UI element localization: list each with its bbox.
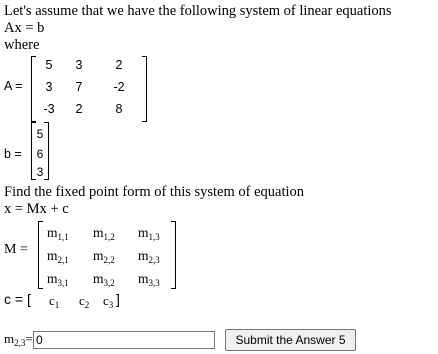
matrix-a-cell: 3 (45, 80, 53, 94)
matrix-m-cell: $m_{2,2}$ (93, 248, 115, 265)
matrix-m-cell: $m_{1,1}$ (47, 225, 69, 242)
matrix-m-cell: $m_{1,3}$ (138, 225, 160, 242)
where-text: where (4, 37, 40, 53)
matrix-m-cell: $m_{1,2}$ (93, 225, 115, 242)
matrix-m-cell: $m_{3,3}$ (138, 271, 160, 288)
vector-c-cell: $c_1$ (49, 293, 60, 310)
matrix-a-cell: 2 (115, 58, 123, 72)
matrix-m-cell: $m_{2,1}$ (47, 248, 69, 265)
matrix-a-cell: 7 (75, 80, 83, 94)
matrix-a-cell: 8 (115, 102, 123, 116)
vector-c-suffix: ] (116, 291, 120, 307)
matrix-a-cell: -3 (43, 102, 55, 116)
vector-b-cell: 5 (36, 127, 44, 141)
vector-b-cell: 6 (36, 147, 44, 161)
matrix-m-cell: $m_{3,2}$ (93, 271, 115, 288)
intro-text: Let's assume that we have the following system of linear equations (4, 3, 392, 19)
matrix-a-cell: 3 (75, 58, 83, 72)
matrix-a-label: A = (4, 79, 23, 93)
matrix-m-label: M = (4, 242, 28, 257)
matrix-m-cell: $m_{3,1}$ (47, 271, 69, 288)
fixed-form-text: x = Mx + c (4, 201, 69, 217)
vector-c-cell: $c_3$ (103, 293, 114, 310)
answer-label: $m_{2,3}=$ (4, 331, 33, 348)
matrix-a-cell: 2 (75, 102, 83, 116)
matrix-m-right-bracket (171, 221, 176, 289)
matrix-a-left-bracket (31, 56, 36, 122)
submit-answer-button[interactable]: Submit the Answer 5 (225, 329, 356, 351)
vector-b-label: b = (4, 147, 22, 161)
matrix-m-cell: $m_{2,3}$ (138, 248, 160, 265)
vector-c-prefix: c = [ (4, 291, 31, 307)
vector-b-cell: 3 (36, 165, 44, 179)
vector-c-cell: $c_2$ (79, 293, 90, 310)
equation-text: Ax = b (4, 20, 45, 36)
matrix-a-cell: -2 (113, 80, 125, 94)
matrix-m-left-bracket (38, 221, 43, 289)
matrix-a-right-bracket (142, 56, 147, 122)
prompt-text: Find the fixed point form of this system of equation (4, 184, 305, 200)
answer-input[interactable] (33, 331, 215, 349)
matrix-a-cell: 5 (45, 58, 53, 72)
